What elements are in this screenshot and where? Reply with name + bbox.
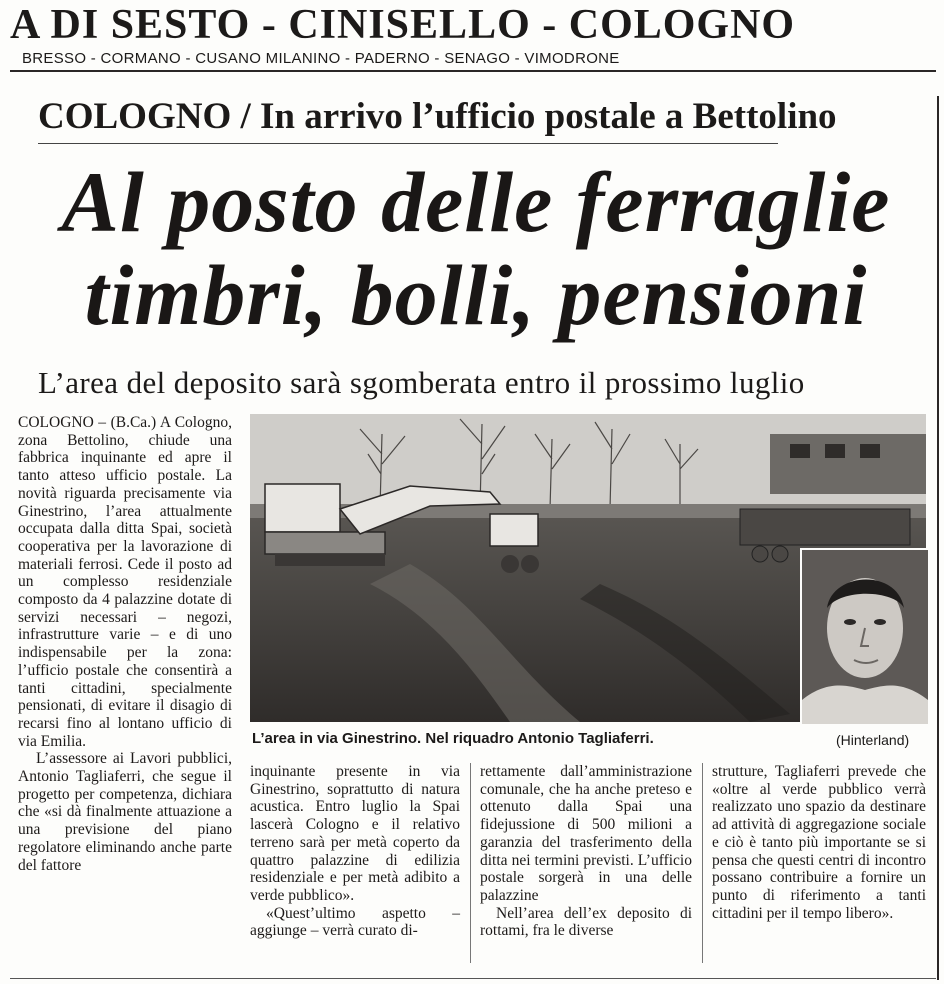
paragraph: L’assessore ai Lavori pubblici, Antonio Tagliaferri, che segue il progetto per competenza, dichiara che «si dà finalmente attuazione a una previsione del piano regolatore eliminando anche parte del fattore xyxy=(18,750,232,874)
portrait-image xyxy=(802,550,928,724)
portrait-inset xyxy=(800,548,930,726)
masthead-title: A DI SESTO - CINISELLO - COLOGNO xyxy=(10,2,796,48)
article-kicker: COLOGNO / In arrivo l’ufficio postale a Bettolino xyxy=(38,96,837,137)
masthead-rule xyxy=(10,70,936,72)
masthead-towns: BRESSO - CORMANO - CUSANO MILANINO - PADERNO - SENAGO - VIMODRONE xyxy=(22,50,620,67)
paragraph: Nell’area dell’ex deposito di rottami, fra le diverse xyxy=(480,904,692,940)
bottom-rule xyxy=(10,978,936,979)
column-divider xyxy=(702,763,703,963)
article-column-4 xyxy=(712,763,926,922)
article-column-2 xyxy=(250,763,460,940)
article-column-1 xyxy=(18,414,232,874)
paragraph: strutture, Tagliaferri prevede che «oltre al verde pubblico verrà realizzato uno spazio da destinare ad attività di aggregazione sociale e ciò è tanto più importante se si pensa che questi centri di incontro possano contribuire a fornire un punto di riferimento a tanti cittadini per il tempo libero». xyxy=(712,763,926,922)
paragraph: inquinante presente in via Ginestrino, soprattutto di natura acustica. Entro luglio la Spai lascerà Cologno e il relativo terreno sarà per metà coperto da quattro palazzine di edilizia residenziale e per metà adibito a verde pubblico». xyxy=(250,763,460,904)
headline-line-2: timbri, bolli, pensioni xyxy=(84,247,868,343)
column-divider xyxy=(470,763,471,963)
paragraph: COLOGNO – (B.Ca.) A Cologno, zona Bettolino, chiude una fabbrica inquinante ed apre il tanto atteso ufficio postale. La novità riguarda precisamente via Ginestrino, l’area attualmente occupata dalla ditta Spai, società cooperativa per la lavorazione di materiali ferrosi. Cede il posto ad un complesso residenziale composto da 4 palazzine dotate di servizi necessari – negozi, infrastrutture varie – e di uno indispensabile per la zona: l’ufficio postale che consentirà a tanti cittadini, specialmente pensionati, di evitare il disagio di recarsi fino al lontano ufficio di via Emilia. xyxy=(18,414,232,750)
photo-caption: L’area in via Ginestrino. Nel riquadro Antonio Tagliaferri. xyxy=(252,730,654,747)
kicker-underline xyxy=(38,143,778,144)
article-deck: L’area del deposito sarà sgomberata entro il prossimo luglio xyxy=(38,365,805,400)
article-headline xyxy=(16,156,936,342)
article-column-3 xyxy=(480,763,692,940)
page-border-right xyxy=(937,96,939,980)
paragraph: «Quest’ultimo aspetto – aggiunge – verrà curato di- xyxy=(250,904,460,940)
photo-credit: (Hinterland) xyxy=(836,732,910,748)
headline-line-1: Al posto delle ferraglie xyxy=(61,154,891,250)
paragraph: rettamente dall’amministrazione comunale, che ha anche preteso e ottenuto dalla Spai una fidejussione di 500 milioni a garanzia del trasferimento della ditta nei termini previsti. L’ufficio postale sorgerà in una delle palazzine xyxy=(480,763,692,904)
